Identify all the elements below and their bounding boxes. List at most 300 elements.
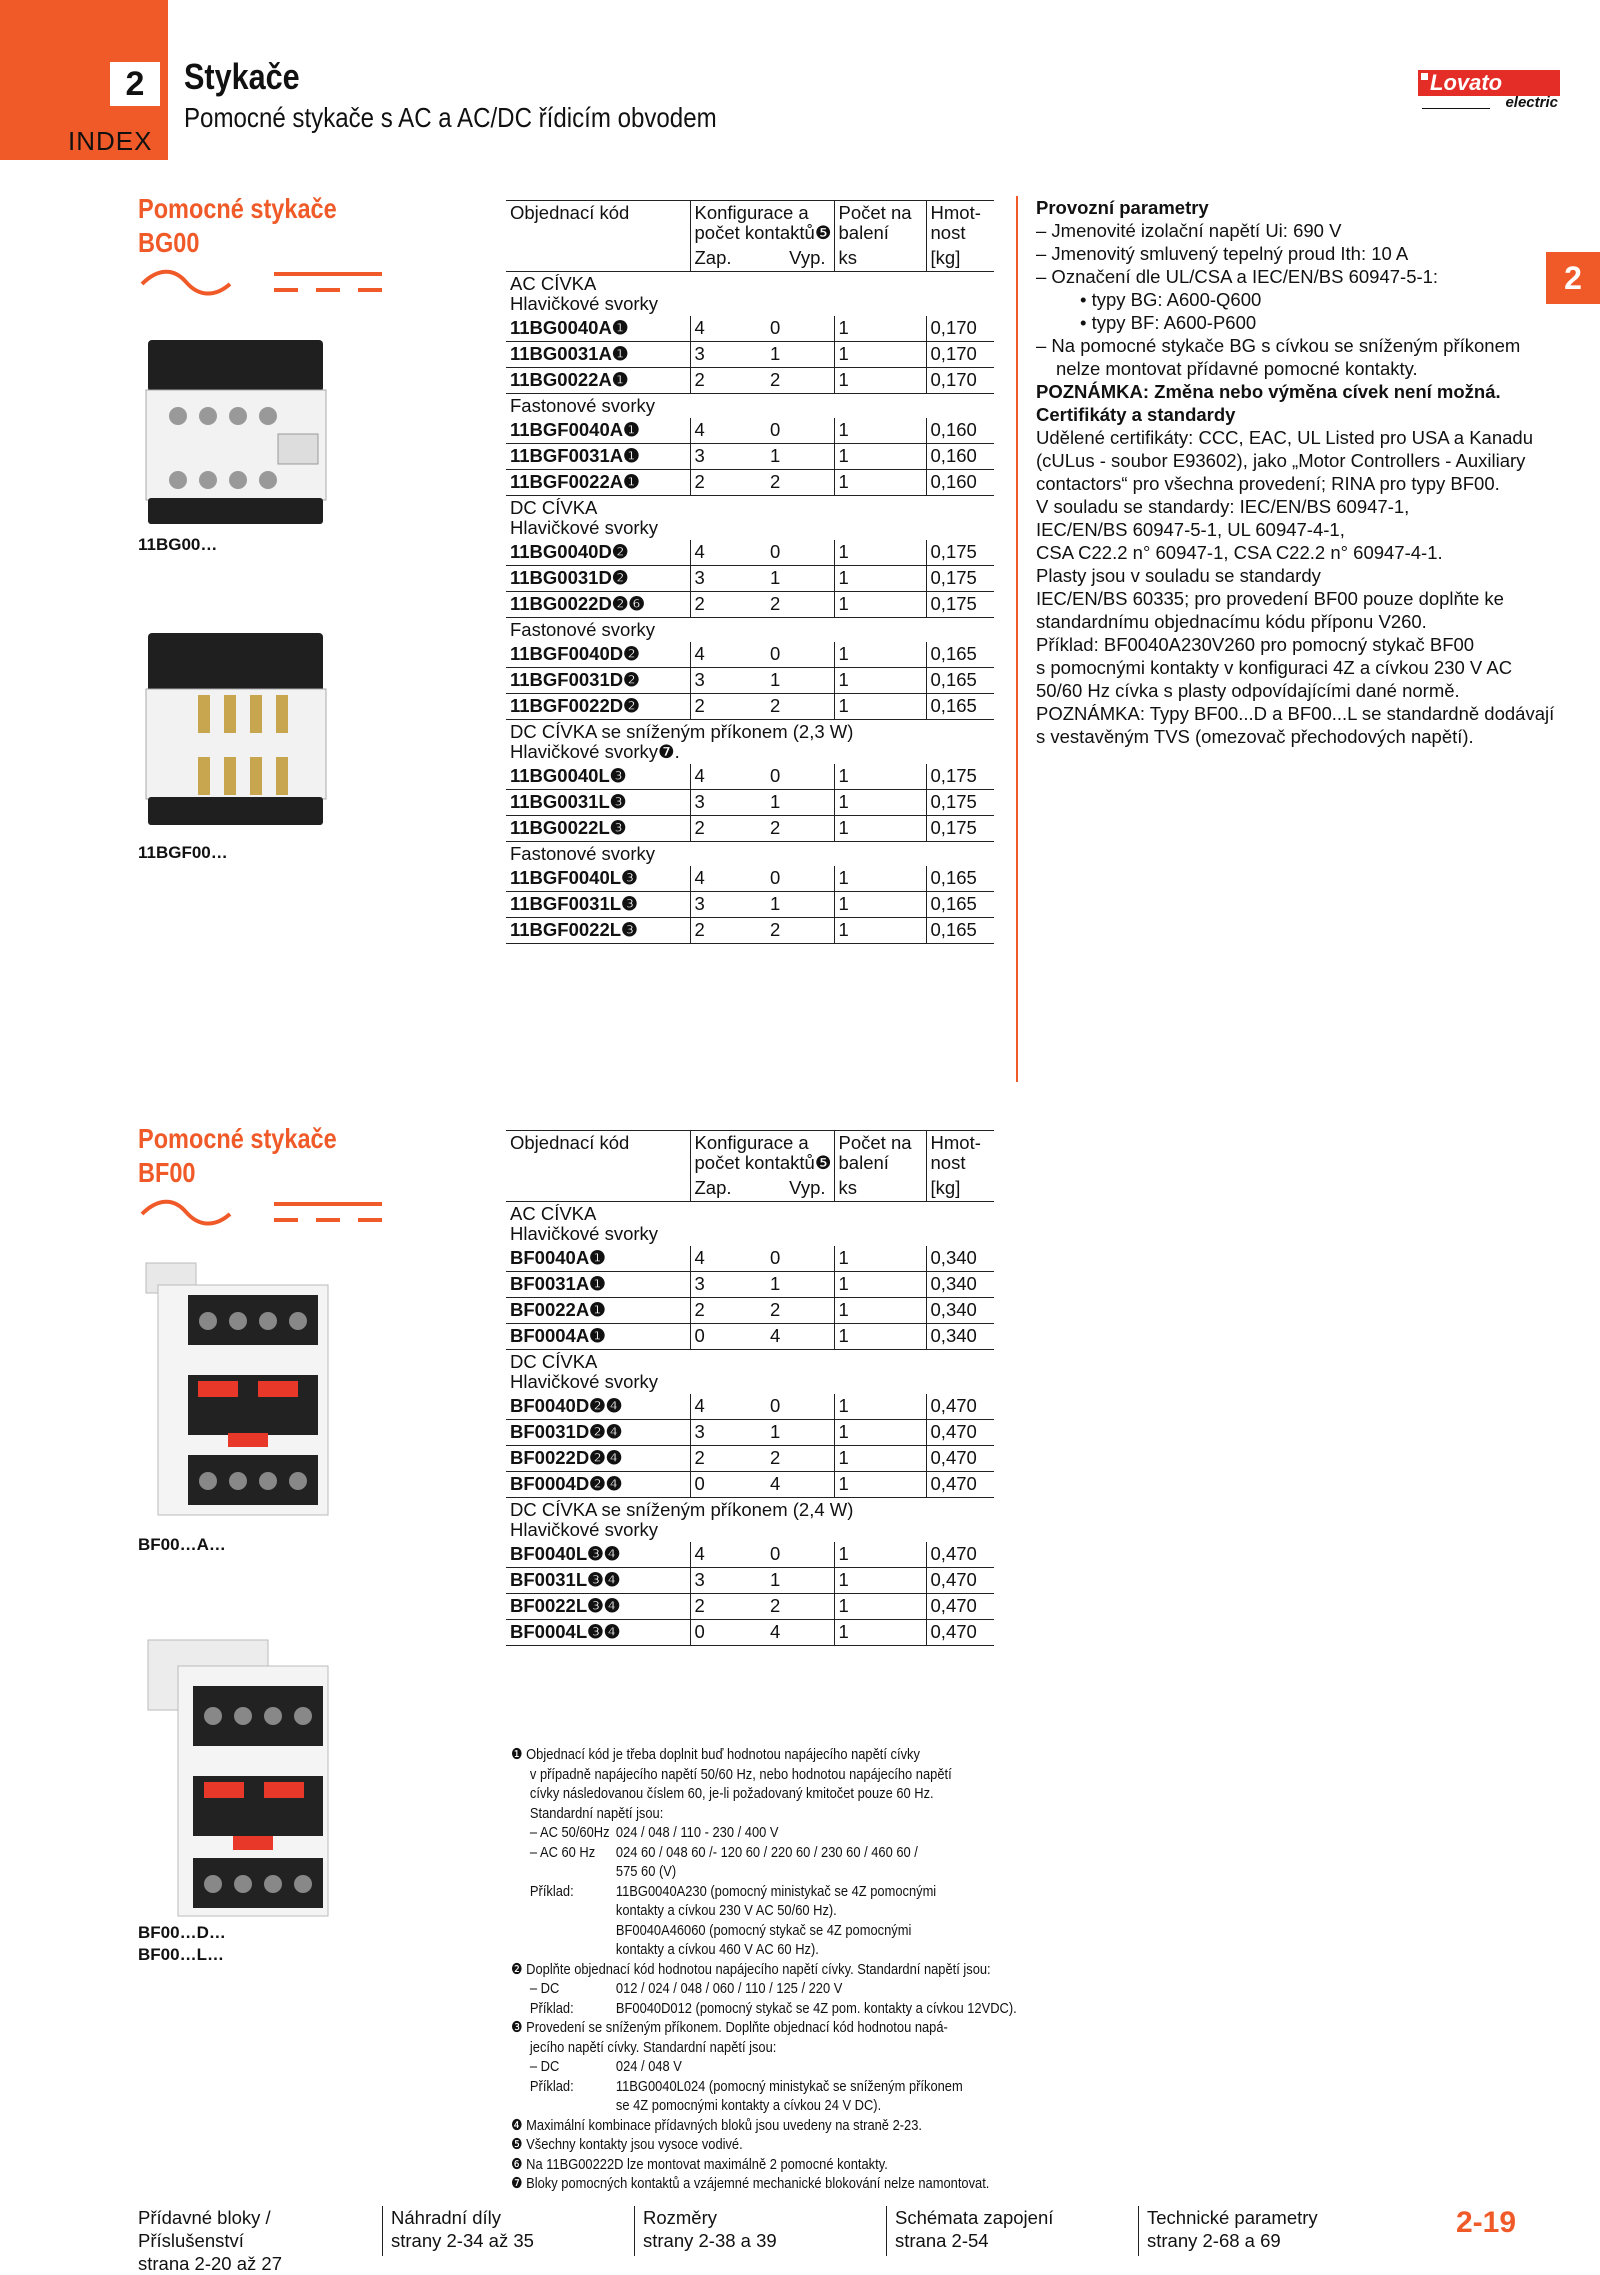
footnote-line [511, 1979, 924, 1999]
cell-contacts-no: 3 [690, 1272, 766, 1298]
cell-weight: 0,165 [926, 918, 994, 944]
cell-pack-qty: 1 [834, 1246, 926, 1272]
footer-link-technical[interactable]: Technické parametry strany 2-68 a 69 [1138, 2206, 1388, 2256]
footer-link-spare-parts[interactable]: Náhradní díly strany 2-34 až 35 [382, 2206, 632, 2256]
cell-order-code: BF0004A❶ [506, 1324, 690, 1350]
cell-contacts-no: 2 [690, 368, 766, 394]
info-line: Certifikáty a standardy [1036, 404, 1236, 425]
cell-order-code: 11BG0040D❷ [506, 540, 690, 566]
image-caption: BF00…D… BF00…L… [138, 1923, 226, 1964]
cell-order-code: 11BG0022L❸ [506, 816, 690, 842]
footer-link-accessories[interactable]: Přídavné bloky / Příslušenství strana 2-20 až 27 [138, 2207, 282, 2274]
group-heading: Hlavičkové svorky❼. [510, 741, 680, 762]
cell-contacts-nc: 0 [766, 866, 834, 892]
index-tab[interactable] [0, 0, 168, 160]
cell-order-code: 11BGF0040L❸ [506, 866, 690, 892]
footnote-line [511, 2077, 963, 2097]
group-heading: Fastonové svorky [510, 395, 655, 416]
cell-pack-qty: 1 [834, 816, 926, 842]
cell-pack-qty: 1 [834, 642, 926, 668]
footnote-text: kontakty a cívkou 230 V AC 50/60 Hz). [615, 1902, 837, 1919]
table-row [506, 816, 994, 842]
footnote-text: 024 / 048 / 110 - 230 / 400 V [615, 1824, 779, 1841]
info-line: – Jmenovité izolační napětí Ui: 690 V [1036, 220, 1342, 241]
image-caption: BF00…A… [138, 1535, 226, 1554]
footnote-text: ❺ Všechny kontakty jsou vysoce vodivé. [511, 2136, 743, 2153]
table-row [506, 866, 994, 892]
col-order-code: Objednací kód [506, 201, 690, 247]
cell-contacts-nc: 2 [766, 1446, 834, 1472]
group-heading-row [506, 1202, 994, 1247]
col-config: Konfigurace a počet kontaktů❺ [690, 1131, 834, 1177]
group-heading-row [506, 618, 994, 643]
cell-weight: 0,165 [926, 694, 994, 720]
footnote-line [511, 2057, 924, 2077]
footnote-line [511, 1843, 924, 1863]
cell-order-code: 11BG0031D❷ [506, 566, 690, 592]
footnote-line [511, 1901, 924, 1921]
cell-contacts-nc: 1 [766, 892, 834, 918]
footnote-label: – DC [529, 2058, 560, 2075]
cell-contacts-no: 2 [690, 918, 766, 944]
footnote-text: ❶ Objednací kód je třeba doplnit buď hodnotou napájecího napětí cívky [511, 1746, 920, 1763]
cell-contacts-no: 3 [690, 444, 766, 470]
info-line: 50/60 Hz cívka s plasty odpovídajícími dané normě. [1036, 680, 1460, 701]
cell-order-code: 11BGF0022L❸ [506, 918, 690, 944]
info-line: POZNÁMKA: Změna nebo výměna cívek není možná. [1036, 381, 1501, 402]
cell-order-code: BF0031L❸❹ [506, 1568, 690, 1594]
table-row [506, 540, 994, 566]
cell-contacts-nc: 2 [766, 470, 834, 496]
group-heading-row [506, 496, 994, 541]
group-heading-row [506, 394, 994, 419]
section-title-line2: BG00 [138, 227, 200, 258]
cell-pack-qty: 1 [834, 790, 926, 816]
cell-contacts-no: 4 [690, 1246, 766, 1272]
footnote-text: 012 / 024 / 048 / 060 / 110 / 125 / 220 V [615, 1980, 843, 1997]
col-order-code: Objednací kód [506, 1131, 690, 1177]
bf00-dl-contactor-image [138, 1636, 348, 1921]
cell-contacts-nc: 2 [766, 592, 834, 618]
table-row [506, 1272, 994, 1298]
cell-pack-qty: 1 [834, 1446, 926, 1472]
footnote-line [511, 2018, 948, 2038]
index-link[interactable]: INDEX [68, 126, 153, 156]
footnote-text: BF0040D012 (pomocný stykač se 4Z pom. kontakty a cívkou 12VDC). [615, 1999, 1017, 2017]
cell-contacts-no: 2 [690, 1298, 766, 1324]
cell-pack-qty: 1 [834, 764, 926, 790]
cell-order-code: 11BGF0031D❷ [506, 668, 690, 694]
table-row [506, 1568, 994, 1594]
table-row [506, 566, 994, 592]
cell-order-code: BF0040L❸❹ [506, 1542, 690, 1568]
cell-weight: 0,175 [926, 566, 994, 592]
info-line: IEC/EN/BS 60947-5-1, UL 60947-4-1, [1036, 519, 1345, 540]
cell-contacts-no: 4 [690, 642, 766, 668]
cell-pack-qty: 1 [834, 694, 926, 720]
section-title-line1: Pomocné stykače [138, 1123, 337, 1154]
table-row [506, 470, 994, 496]
footnote-line [511, 2155, 924, 2175]
cell-contacts-nc: 0 [766, 642, 834, 668]
table-row [506, 444, 994, 470]
table-row [506, 790, 994, 816]
table-row [506, 368, 994, 394]
cell-contacts-nc: 2 [766, 1594, 834, 1620]
cell-weight: 0,170 [926, 316, 994, 342]
bf00-order-table [506, 1130, 994, 1646]
cell-weight: 0,470 [926, 1542, 994, 1568]
cell-contacts-nc: 1 [766, 566, 834, 592]
cell-contacts-nc: 4 [766, 1472, 834, 1498]
footnote-line [511, 2096, 924, 2116]
info-line: Udělené certifikáty: CCC, EAC, UL Listed pro USA a Kanadu [1036, 427, 1533, 448]
footnote-text: ❹ Maximální kombinace přídavných bloků jsou uvedeny na straně 2-23. [511, 2116, 922, 2134]
cell-weight: 0,470 [926, 1394, 994, 1420]
chapter-side-tab[interactable]: 2 [1546, 252, 1600, 304]
cell-contacts-nc: 2 [766, 694, 834, 720]
group-heading: AC CÍVKA [510, 1203, 597, 1224]
cell-contacts-nc: 4 [766, 1620, 834, 1646]
bgf00-contactor-image [138, 625, 338, 830]
group-heading: Fastonové svorky [510, 619, 655, 640]
cell-pack-qty: 1 [834, 1620, 926, 1646]
cell-pack-qty: 1 [834, 470, 926, 496]
table-row [506, 1298, 994, 1324]
info-line: Plasty jsou v souladu se standardy [1036, 565, 1321, 586]
info-line: • typy BF: A600-P600 [1080, 312, 1257, 333]
footnote-text: 11BG0040A230 (pomocný ministykač se 4Z pomocnými [615, 1882, 937, 1900]
cell-order-code: 11BG0031A❶ [506, 342, 690, 368]
section-title-line1: Pomocné stykače [138, 193, 337, 224]
footnote-line [511, 1784, 934, 1804]
col-pack: Počet na balení [834, 201, 926, 247]
section-title-line2: BF00 [138, 1157, 196, 1188]
cell-contacts-no: 3 [690, 1568, 766, 1594]
cell-pack-qty: 1 [834, 866, 926, 892]
footnote-label: – AC 60 Hz [529, 1843, 596, 1861]
info-line: – Na pomocné stykače BG s cívkou se sníženým příkonem [1036, 335, 1521, 356]
col-zap: Zap. [690, 1176, 766, 1202]
cell-weight: 0,340 [926, 1298, 994, 1324]
cell-pack-qty: 1 [834, 1324, 926, 1350]
cell-weight: 0,165 [926, 668, 994, 694]
table-row [506, 418, 994, 444]
page-number: 2-19 [1456, 2206, 1517, 2239]
footnote-line [511, 1921, 924, 1941]
cell-weight: 0,470 [926, 1594, 994, 1620]
footnote-text: ❷ Doplňte objednací kód hodnotou napájecího napětí cívky. Standardní napětí jsou: [511, 1960, 991, 1978]
cell-pack-qty: 1 [834, 316, 926, 342]
cell-pack-qty: 1 [834, 540, 926, 566]
table-row [506, 592, 994, 618]
cell-contacts-nc: 0 [766, 316, 834, 342]
group-heading-row [506, 272, 994, 317]
info-line: contactors“ pro všechna provedení; RINA pro typy BF00. [1036, 473, 1500, 494]
table-row [506, 316, 994, 342]
ac-dc-symbol-icon [138, 1192, 388, 1232]
cell-order-code: BF0004L❸❹ [506, 1620, 690, 1646]
cell-contacts-nc: 2 [766, 1298, 834, 1324]
cell-contacts-nc: 0 [766, 1246, 834, 1272]
right-info-column [1036, 196, 1555, 748]
table-row [506, 1394, 994, 1420]
footnote-line [511, 2116, 924, 2136]
footnote-label: Příklad: [529, 1882, 574, 1900]
cell-contacts-nc: 0 [766, 540, 834, 566]
cell-weight: 0,340 [926, 1272, 994, 1298]
cell-weight: 0,165 [926, 866, 994, 892]
footnote-line [511, 2174, 990, 2194]
info-line: s pomocnými kontakty v konfiguraci 4Z a cívkou 230 V AC [1036, 657, 1513, 678]
cell-contacts-nc: 0 [766, 418, 834, 444]
footnote-line [511, 1999, 1017, 2019]
group-heading: DC CÍVKA [510, 1351, 598, 1372]
cell-order-code: 11BG0022D❷❻ [506, 592, 690, 618]
info-line: Příklad: BF0040A230V260 pro pomocný stykač BF00 [1036, 634, 1475, 655]
cell-pack-qty: 1 [834, 444, 926, 470]
footnote-line [511, 1823, 924, 1843]
cell-weight: 0,165 [926, 642, 994, 668]
page-subtitle: Pomocné stykače s AC a AC/DC řídicím obvodem [184, 102, 717, 133]
cell-weight: 0,470 [926, 1620, 994, 1646]
cell-contacts-no: 2 [690, 1446, 766, 1472]
group-heading-row [506, 1350, 994, 1395]
cell-pack-qty: 1 [834, 918, 926, 944]
footnote-line [511, 2038, 924, 2058]
cell-contacts-no: 0 [690, 1472, 766, 1498]
cell-contacts-nc: 0 [766, 1394, 834, 1420]
info-line: CSA C22.2 n° 60947-1, CSA C22.2 n° 60947-4-1. [1036, 542, 1443, 563]
cell-contacts-no: 2 [690, 1594, 766, 1620]
cell-contacts-nc: 1 [766, 342, 834, 368]
cell-weight: 0,175 [926, 764, 994, 790]
footnote-label: Příklad: [529, 2077, 574, 2095]
footer-link-dimensions[interactable]: Rozměry strany 2-38 a 39 [634, 2206, 884, 2256]
cell-pack-qty: 1 [834, 668, 926, 694]
chapter-number: 2 [110, 62, 160, 106]
cell-contacts-no: 4 [690, 1394, 766, 1420]
table-row [506, 668, 994, 694]
cell-order-code: 11BGF0040A❶ [506, 418, 690, 444]
table-row [506, 1542, 994, 1568]
bg00-order-table [506, 200, 994, 944]
cell-order-code: BF0040A❶ [506, 1246, 690, 1272]
footnote-text: cívky následovanou číslem 60, je-li požadovaný kmitočet pouze 60 Hz. [529, 1785, 934, 1802]
cell-order-code: 11BG0040L❸ [506, 764, 690, 790]
cell-pack-qty: 1 [834, 342, 926, 368]
cell-contacts-no: 4 [690, 540, 766, 566]
table-row [506, 1446, 994, 1472]
column-divider [1016, 196, 1018, 1082]
cell-pack-qty: 1 [834, 1298, 926, 1324]
group-heading: Hlavičkové svorky [510, 1519, 659, 1540]
cell-contacts-nc: 2 [766, 918, 834, 944]
table-row [506, 642, 994, 668]
cell-pack-qty: 1 [834, 1594, 926, 1620]
cell-pack-qty: 1 [834, 1542, 926, 1568]
cell-contacts-no: 2 [690, 592, 766, 618]
group-heading-row [506, 842, 994, 867]
cell-contacts-nc: 0 [766, 1542, 834, 1568]
footnote-label: Příklad: [529, 1999, 574, 2017]
section-bf00-title [138, 1122, 337, 1190]
cell-contacts-nc: 1 [766, 1568, 834, 1594]
footnote-text: se 4Z pomocnými kontakty a cívkou 24 V DC). [615, 2097, 882, 2114]
cell-contacts-nc: 1 [766, 790, 834, 816]
cell-weight: 0,175 [926, 790, 994, 816]
col-config: Konfigurace a počet kontaktů❺ [690, 201, 834, 247]
cell-contacts-nc: 2 [766, 816, 834, 842]
footnote-text: 575 60 (V) [615, 1863, 677, 1880]
footnote-text: 024 60 / 048 60 /- 120 60 / 220 60 / 230 60 / 460 60 / [615, 1843, 918, 1861]
cell-order-code: BF0040D❷❹ [506, 1394, 690, 1420]
footnote-text: kontakty a cívkou 460 V AC 60 Hz). [615, 1941, 819, 1958]
cell-pack-qty: 1 [834, 1272, 926, 1298]
cell-order-code: 11BGF0031A❶ [506, 444, 690, 470]
logo-subtext: electric [1505, 94, 1558, 111]
footnote-line [511, 1862, 924, 1882]
footer-links [130, 2206, 1530, 2274]
page-title: Stykače [184, 56, 300, 97]
footnote-line [511, 1882, 937, 1902]
bf00-a-contactor-image [138, 1255, 348, 1525]
group-heading: DC CÍVKA [510, 497, 598, 518]
table-row [506, 1594, 994, 1620]
footnote-line [511, 1960, 991, 1980]
cell-order-code: 11BGF0040D❷ [506, 642, 690, 668]
cell-contacts-nc: 2 [766, 368, 834, 394]
lovato-logo [1418, 70, 1560, 112]
group-heading: Hlavičkové svorky [510, 1371, 659, 1392]
cell-order-code: BF0031A❶ [506, 1272, 690, 1298]
table-row [506, 342, 994, 368]
footnote-line [511, 2135, 924, 2155]
table-row [506, 764, 994, 790]
cell-weight: 0,165 [926, 892, 994, 918]
footnote-line [511, 1940, 924, 1960]
cell-order-code: BF0031D❷❹ [506, 1420, 690, 1446]
info-line: V souladu se standardy: IEC/EN/BS 60947-1, [1036, 496, 1410, 517]
info-line: POZNÁMKA: Typy BF00...D a BF00...L se standardně dodávají [1036, 703, 1555, 724]
cell-pack-qty: 1 [834, 1472, 926, 1498]
cell-pack-qty: 1 [834, 418, 926, 444]
info-line: nelze montovat přídavné pomocné kontakty. [1056, 358, 1418, 379]
group-heading: Hlavičkové svorky [510, 293, 659, 314]
group-heading: DC CÍVKA se sníženým příkonem (2,3 W) [510, 721, 854, 742]
cell-weight: 0,340 [926, 1324, 994, 1350]
cell-order-code: BF0004D❷❹ [506, 1472, 690, 1498]
group-heading: Hlavičkové svorky [510, 517, 659, 538]
cell-weight: 0,175 [926, 816, 994, 842]
cell-order-code: BF0022L❸❹ [506, 1594, 690, 1620]
cell-order-code: BF0022A❶ [506, 1298, 690, 1324]
cell-pack-qty: 1 [834, 1568, 926, 1594]
section-bg00-title [138, 192, 337, 260]
cell-contacts-no: 3 [690, 566, 766, 592]
cell-contacts-no: 0 [690, 1620, 766, 1646]
info-line: – Jmenovitý smluvený tepelný proud Ith: 10 A [1036, 243, 1409, 264]
col-weight: Hmot- nost [926, 1131, 994, 1177]
footnote-line [511, 1745, 924, 1765]
table-row [506, 1620, 994, 1646]
group-heading: AC CÍVKA [510, 273, 597, 294]
info-line: IEC/EN/BS 60335; pro provedení BF00 pouze doplňte ke [1036, 588, 1504, 609]
table-row [506, 1246, 994, 1272]
info-line: (cULus - soubor E93602), jako „Motor Controllers - Auxiliary [1036, 450, 1526, 471]
table-row [506, 1472, 994, 1498]
footer-link-wiring[interactable]: Schémata zapojení strana 2-54 [886, 2206, 1136, 2256]
cell-weight: 0,175 [926, 592, 994, 618]
table-row [506, 1420, 994, 1446]
col-pack: Počet na balení [834, 1131, 926, 1177]
cell-order-code: 11BGF0022D❷ [506, 694, 690, 720]
info-line: standardnímu objednacímu kódu příponu V260. [1036, 611, 1427, 632]
group-heading-row [506, 1498, 994, 1543]
cell-contacts-nc: 1 [766, 1272, 834, 1298]
info-line: Provozní parametry [1036, 197, 1209, 218]
col-vyp: Vyp. [766, 1176, 834, 1202]
cell-pack-qty: 1 [834, 1394, 926, 1420]
cell-contacts-no: 4 [690, 1542, 766, 1568]
col-weight: Hmot- nost [926, 201, 994, 247]
group-heading-row [506, 720, 994, 765]
footnote-text: v případně napájecího napětí 50/60 Hz, nebo hodnotou napájecího napětí [529, 1765, 952, 1783]
col-ks: ks [834, 246, 926, 272]
cell-contacts-no: 4 [690, 418, 766, 444]
cell-contacts-nc: 4 [766, 1324, 834, 1350]
cell-contacts-nc: 1 [766, 1420, 834, 1446]
footnote-line [511, 1765, 952, 1785]
cell-pack-qty: 1 [834, 892, 926, 918]
cell-weight: 0,470 [926, 1446, 994, 1472]
cell-contacts-no: 2 [690, 816, 766, 842]
footnotes [511, 1745, 1017, 2194]
image-caption: 11BGF00… [138, 843, 228, 862]
info-line: – Označení dle UL/CSA a IEC/EN/BS 60947-5-1: [1036, 266, 1439, 287]
cell-order-code: 11BG0031L❸ [506, 790, 690, 816]
table-row [506, 1324, 994, 1350]
footnote-text: ❼ Bloky pomocných kontaktů a vzájemné mechanické blokování nelze namontovat. [511, 2175, 990, 2192]
cell-contacts-no: 4 [690, 866, 766, 892]
footnote-text: jecího napětí cívky. Standardní napětí jsou: [529, 2038, 777, 2056]
cell-contacts-nc: 0 [766, 764, 834, 790]
cell-contacts-no: 0 [690, 1324, 766, 1350]
footnote-text: 11BG0040L024 (pomocný ministykač se sníženým příkonem [615, 2077, 963, 2095]
cell-pack-qty: 1 [834, 592, 926, 618]
cell-weight: 0,470 [926, 1420, 994, 1446]
cell-weight: 0,470 [926, 1568, 994, 1594]
footnote-label: – AC 50/60Hz [529, 1824, 610, 1841]
table-row [506, 892, 994, 918]
cell-order-code: 11BGF0031L❸ [506, 892, 690, 918]
image-caption: 11BG00… [138, 535, 218, 554]
cell-contacts-nc: 1 [766, 444, 834, 470]
group-heading: Hlavičkové svorky [510, 1223, 659, 1244]
col-kg: [kg] [926, 1176, 994, 1202]
footnote-text: 024 / 048 V [615, 2058, 682, 2075]
cell-order-code: 11BG0022A❶ [506, 368, 690, 394]
cell-weight: 0,175 [926, 540, 994, 566]
footnote-text: ❸ Provedení se sníženým příkonem. Doplňte objednací kód hodnotou napá- [511, 2019, 948, 2036]
footnote-text: BF0040A46060 (pomocný stykač se 4Z pomocnými [615, 1921, 912, 1939]
cell-contacts-no: 3 [690, 668, 766, 694]
table-row [506, 694, 994, 720]
cell-contacts-nc: 1 [766, 668, 834, 694]
group-heading: Fastonové svorky [510, 843, 655, 864]
cell-contacts-no: 2 [690, 470, 766, 496]
cell-order-code: 11BGF0022A❶ [506, 470, 690, 496]
